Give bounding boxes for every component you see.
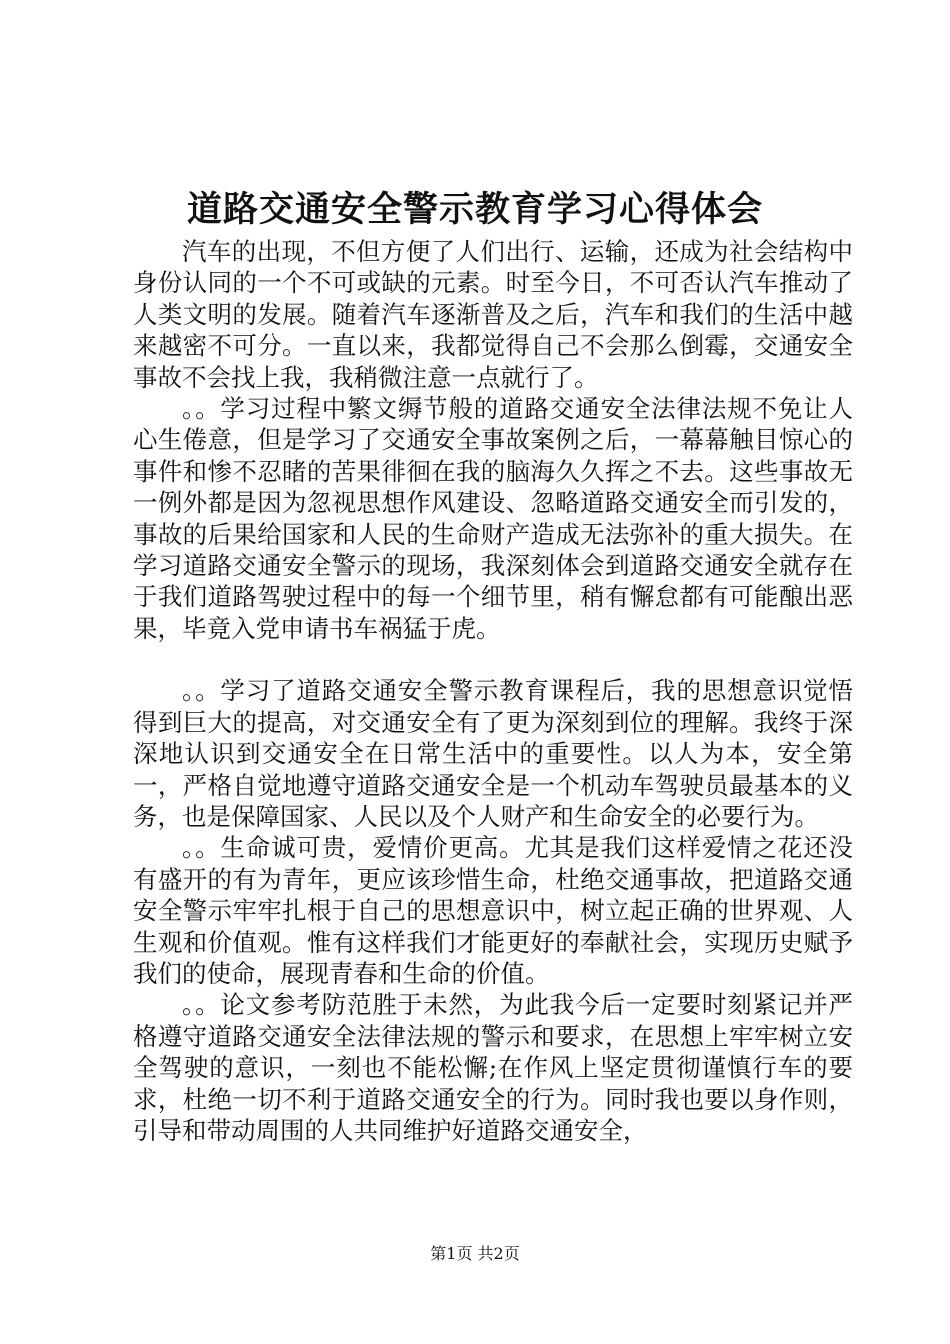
paragraph-1: 汽车的出现，不但方便了人们出行、运输，还成为社会结构中身份认同的一个不可或缺的元素。时至今日，不可否认汽车推动了人类文明的发展。随着汽车逐渐普及之后，汽车和我们的生活中越来越密不可分。一直以来，我都觉得自己不会那么倒霉，交通安全事故不会找上我，我稍微注意一点就行了。 [133, 237, 853, 392]
paragraph-3: 。。学习了道路交通安全警示教育课程后，我的思想意识觉悟得到巨大的提高，对交通安全有了更为深刻到位的理解。我终于深深地认识到交通安全在日常生活中的重要性。以人为本，安全第一，严格自觉地遵守道路交通安全是一个机动车驾驶员最基本的义务，也是保障国家、人民以及个人财产和生命安全的必要行为。 [133, 676, 853, 831]
paragraph-5: 。。论文参考防范胜于未然，为此我今后一定要时刻紧记并严格遵守道路交通安全法律法规的警示和要求，在思想上牢牢树立安全驾驶的意识，一刻也不能松懈;在作风上坚定贯彻谨慎行车的要求，杜绝一切不利于道路交通安全的行为。同时我也要以身作则，引导和带动周围的人共同维护好道路交通安全， [133, 990, 853, 1145]
paragraph-2: 。。学习过程中繁文缛节般的道路交通安全法律法规不免让人心生倦意，但是学习了交通安全事故案例之后，一幕幕触目惊心的事件和惨不忍睹的苦果徘徊在我的脑海久久挥之不去。这些事故无一例外都是因为忽视思想作风建设、忽略道路交通安全而引发的，事故的后果给国家和人民的生命财产造成无法弥补的重大损失。在学习道路交通安全警示的现场，我深刻体会到道路交通安全就存在于我们道路驾驶过程中的每一个细节里，稍有懈怠都有可能酿出恶果，毕竟入党申请书车祸猛于虎。 [133, 394, 853, 643]
document-title: 道路交通安全警示教育学习心得体会 [186, 189, 763, 230]
paragraph-4: 。。生命诚可贵，爱情价更高。尤其是我们这样爱情之花还没有盛开的有为青年，更应该珍惜生命，杜绝交通事故，把道路交通安全警示牢牢扎根于自己的思想意识中，树立起正确的世界观、人生观和价值观。惟有这样我们才能更好的奉献社会，实现历史赋予我们的使命，展现青春和生命的价值。 [133, 833, 853, 988]
page-number-footer: 第1页 共2页 [430, 1244, 520, 1263]
document-body [133, 236, 853, 1146]
